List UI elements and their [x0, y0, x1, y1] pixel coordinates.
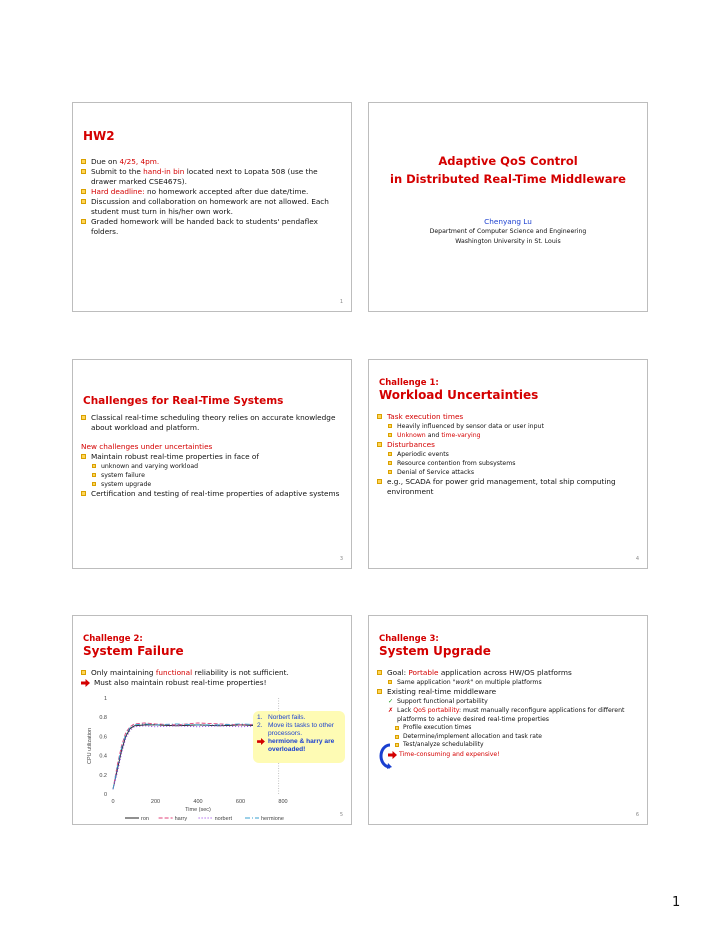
slide-6 [368, 615, 648, 825]
bullet-icon [377, 689, 382, 694]
challenge-label: Challenge 2: [83, 634, 143, 644]
bullet: Only maintaining functional reliability is not sufficient. [81, 668, 345, 678]
bullet: e.g., SCADA for power grid management, total ship computing environment [377, 477, 641, 497]
bullet-icon [81, 169, 86, 174]
talk-title-line1: Adaptive QoS Control [438, 154, 578, 168]
sub-bullet: system failure [81, 471, 345, 480]
slide-number: 4 [635, 556, 639, 562]
x-tick-label: 600 [235, 799, 246, 805]
slide-title: System Failure [83, 644, 184, 658]
bullet-icon [388, 680, 392, 684]
sub-bullet: Aperiodic events [377, 450, 641, 459]
bullet-icon [377, 414, 382, 419]
bullet: Discussion and collaboration on homework are not allowed. Each student must turn in his/her own work. [81, 197, 345, 217]
bullet-icon [395, 726, 399, 730]
bullet-icon [377, 670, 382, 675]
cross-icon: ✗ [388, 707, 394, 714]
x-axis-label: Time (sec) [185, 807, 211, 813]
slide-body [377, 668, 641, 759]
challenge-label: Challenge 1: [379, 378, 439, 388]
bullet: Maintain robust real-time properties in face of [81, 452, 345, 462]
check-icon: ✓ [388, 698, 394, 705]
bullet-icon [81, 199, 86, 204]
legend-label-norbert: norbert [214, 816, 233, 822]
bullet-icon [92, 482, 96, 486]
bullet: Existing real-time middleware [377, 687, 641, 697]
sub-bullet: Resource contention from subsystems [377, 459, 641, 468]
x-tick-label: 800 [278, 799, 288, 805]
page-number: 1 [672, 895, 681, 910]
slide-body [377, 412, 641, 497]
slide-3 [72, 359, 352, 569]
bullet-icon [395, 743, 399, 747]
bullet: Hard deadline: no homework accepted after due date/time. [81, 187, 345, 197]
sub-bullet: system upgrade [81, 480, 345, 489]
sub-bullet: ✗ Lack QoS portability: must manually reconfigure applications for different platforms to achieve desired real-time properties [388, 707, 625, 723]
slide-2 [368, 102, 648, 312]
bullet: Due on 4/25, 4pm. [81, 157, 345, 167]
sub-bullet: unknown and varying workload [81, 462, 345, 471]
callout-item: 2. Move its tasks to other processors. [257, 722, 334, 737]
bullet: Disturbances [377, 440, 641, 450]
sub-bullet: Unknown and time-varying [377, 431, 641, 440]
section-heading: New challenges under uncertainties [81, 442, 213, 451]
slide-body [81, 413, 345, 499]
bullet-icon [92, 473, 96, 477]
legend-label-ron: ron [141, 816, 149, 822]
bullet: Certification and testing of real-time properties of adaptive systems [81, 489, 345, 499]
slide-1 [72, 102, 352, 312]
arrow-right-icon [81, 679, 90, 687]
slide-title: HW2 [83, 129, 115, 143]
x-tick-label: 200 [150, 799, 161, 805]
arrow-bullet: Must also maintain robust real-time properties! [81, 678, 345, 688]
talk-title-line2: in Distributed Real-Time Middleware [390, 172, 626, 186]
bullet-icon [81, 189, 86, 194]
bullet-icon [388, 452, 392, 456]
bullet-icon [81, 159, 86, 164]
bullet-icon [388, 433, 392, 437]
slide-number: 3 [339, 556, 343, 562]
bullet-icon [395, 735, 399, 739]
sub-bullet: ✓ Support functional portability [388, 698, 488, 705]
sub-bullet: Denial of Service attacks [377, 468, 641, 477]
sub-bullet: Same application "work" on multiple platforms [377, 678, 641, 687]
callout-item: hermione & harry are overloaded! [257, 738, 341, 754]
bullet-icon [388, 424, 392, 428]
y-tick-label: 1 [103, 696, 107, 702]
x-tick-label: 400 [193, 799, 203, 805]
slide-title: Challenges for Real-Time Systems [83, 395, 284, 407]
bullet-icon [81, 415, 86, 420]
bullet-icon [377, 442, 382, 447]
bullet-icon [81, 491, 86, 496]
slide-number: 1 [339, 299, 343, 305]
sub-bullet: Profile execution times [377, 724, 641, 733]
y-tick-label: 0.4 [99, 753, 107, 760]
bullet: Goal: Portable application across HW/OS platforms [377, 668, 641, 678]
bullet: Classical real-time scheduling theory relies on accurate knowledge about workload and platform. [81, 413, 345, 433]
bullet: Task execution times [377, 412, 641, 422]
bullet-icon [388, 461, 392, 465]
failure-callout [253, 711, 345, 763]
slide-5 [72, 615, 352, 825]
affiliation-univ: Washington University in St. Louis [455, 238, 561, 245]
callout-item: 1. Norbert fails. [257, 714, 306, 721]
sub-bullet: Test/analyze schedulability [377, 741, 641, 750]
legend-label-hermione: hermione [261, 816, 284, 822]
arrow-bullet: Time-consuming and expensive! [377, 750, 641, 759]
arrow-right-icon [257, 738, 265, 745]
slide-number: 5 [339, 812, 343, 818]
slide-4 [368, 359, 648, 569]
y-tick-label: 0.8 [99, 715, 107, 722]
bullet: Submit to the hand-in bin located next to Lopata 508 (use the drawer marked CSE467S). [81, 167, 345, 187]
bullet: Graded homework will be handed back to students' pendaflex folders. [81, 217, 345, 237]
slide-number: 6 [635, 812, 639, 818]
sub-bullet: Determine/implement allocation and task rate [377, 733, 641, 742]
slide-body [81, 157, 345, 237]
bullet-icon [388, 470, 392, 474]
bullet-icon [81, 219, 86, 224]
affiliation-dept: Department of Computer Science and Engineering [429, 228, 587, 235]
slide-title: Workload Uncertainties [379, 388, 539, 402]
challenge-label: Challenge 3: [379, 634, 439, 644]
y-tick-label: 0 [103, 792, 107, 798]
slide-title: System Upgrade [379, 644, 491, 658]
bullet-icon [377, 479, 382, 484]
legend-label-harry: harry [174, 816, 188, 822]
author-name: Chenyang Lu [484, 217, 532, 226]
cycle-arrow-icon [379, 742, 393, 770]
sub-bullet: Heavily influenced by sensor data or user input [377, 422, 641, 431]
y-tick-label: 0.2 [99, 772, 107, 779]
slide-body [81, 668, 345, 688]
y-tick-label: 0.6 [99, 734, 107, 741]
x-tick-label: 0 [111, 799, 115, 805]
bullet-icon [81, 454, 86, 459]
bullet-icon [81, 670, 86, 675]
y-axis-label: CPU utilization [87, 727, 93, 765]
bullet-icon [92, 464, 96, 468]
